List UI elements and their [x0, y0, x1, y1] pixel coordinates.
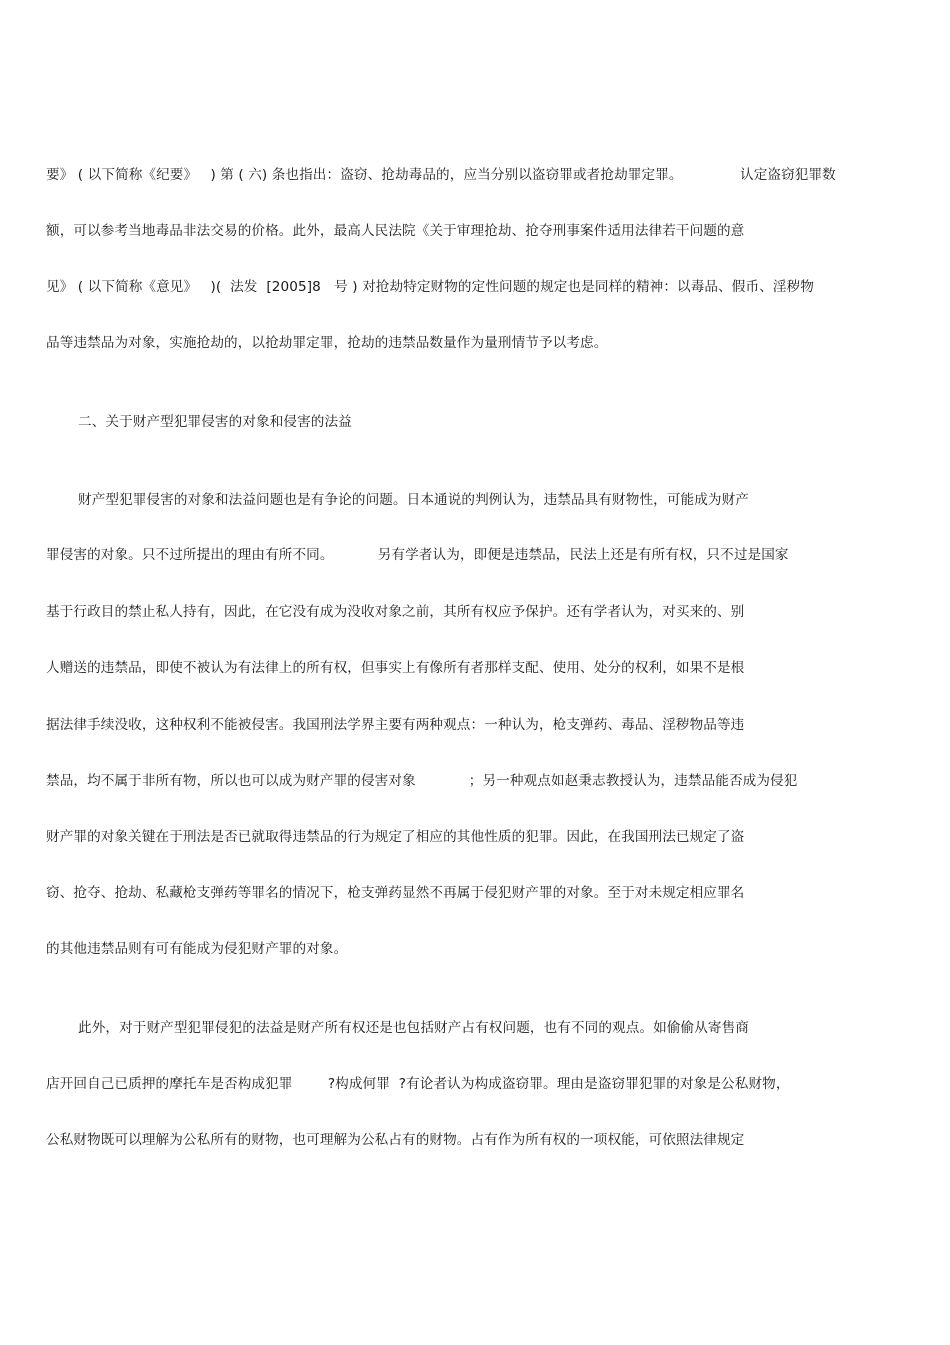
text-line: 基于行政目的禁止私人持有，因此，在它没有成为没收对象之前，其所有权应予保护。还有学者认为，对买来的、别: [46, 604, 745, 620]
text-line: 据法律手续没收，这种权利不能被侵害。我国刑法学界主要有两种观点：一种认为，枪支弹药、毒品、淫秽物品等违: [46, 717, 745, 733]
text-line: 见》 ( 以下简称《意见》 )( 法发 [2005]8 号 ) 对抢劫特定财物的定性问题的规定也是同样的精神：以毒品、假币、淫秽物: [46, 279, 814, 295]
section-heading: 二、关于财产型犯罪侵害的对象和侵害的法益: [78, 414, 352, 430]
text-line: 人赠送的违禁品，即使不被认为有法律上的所有权，但事实上有像所有者那样支配、使用、处分的权利，如果不是根: [46, 660, 745, 676]
text-line: 额，可以参考当地毒品非法交易的价格。此外，最高人民法院《关于审理抢劫、抢夺刑事案件适用法律若干问题的意: [46, 223, 745, 239]
text-line: 的其他违禁品则有可有能成为侵犯财产罪的对象。: [46, 941, 348, 957]
text-line: 窃、抢夺、抢劫、私藏枪支弹药等罪名的情况下，枪支弹药显然不再属于侵犯财产罪的对象。至于对未规定相应罪名: [46, 885, 745, 901]
text-line: 要》 ( 以下简称《纪要》 ) 第 ( 六) 条也指出：盗窃、抢劫毒品的，应当分别以盗窃罪或者抢劫罪定罪。 认定盗窃犯罪数: [46, 167, 836, 183]
text-line: 财产罪的对象关键在于刑法是否已就取得违禁品的行为规定了相应的其他性质的犯罪。因此，在我国刑法已规定了盗: [46, 829, 745, 845]
text-line: 公私财物既可以理解为公私所有的财物，也可理解为公私占有的财物。占有作为所有权的一项权能，可依照法律规定: [46, 1132, 745, 1148]
text-line: 罪侵害的对象。只不过所提出的理由有所不同。 另有学者认为，即便是违禁品，民法上还是有所有权，只不过是国家: [46, 547, 789, 563]
text-line: 财产型犯罪侵害的对象和法益问题也是有争论的问题。日本通说的判例认为，违禁品具有财物性，可能成为财产: [78, 492, 749, 508]
text-line: 店开回自己已质押的摩托车是否构成犯罪 ?构成何罪 ?有论者认为构成盗窃罪。理由是盗窃罪犯罪的对象是公私财物，: [46, 1076, 790, 1092]
text-line: 禁品，均不属于非所有物，所以也可以成为财产罪的侵害对象 ；另一种观点如赵秉志教授认为，违禁品能否成为侵犯: [46, 773, 798, 789]
text-line: 此外，对于财产型犯罪侵犯的法益是财产所有权还是也包括财产占有权问题，也有不同的观点。如偷偷从寄售商: [78, 1020, 749, 1036]
text-line: 品等违禁品为对象，实施抢劫的，以抢劫罪定罪，抢劫的违禁品数量作为量刑情节予以考虑。: [46, 335, 608, 351]
